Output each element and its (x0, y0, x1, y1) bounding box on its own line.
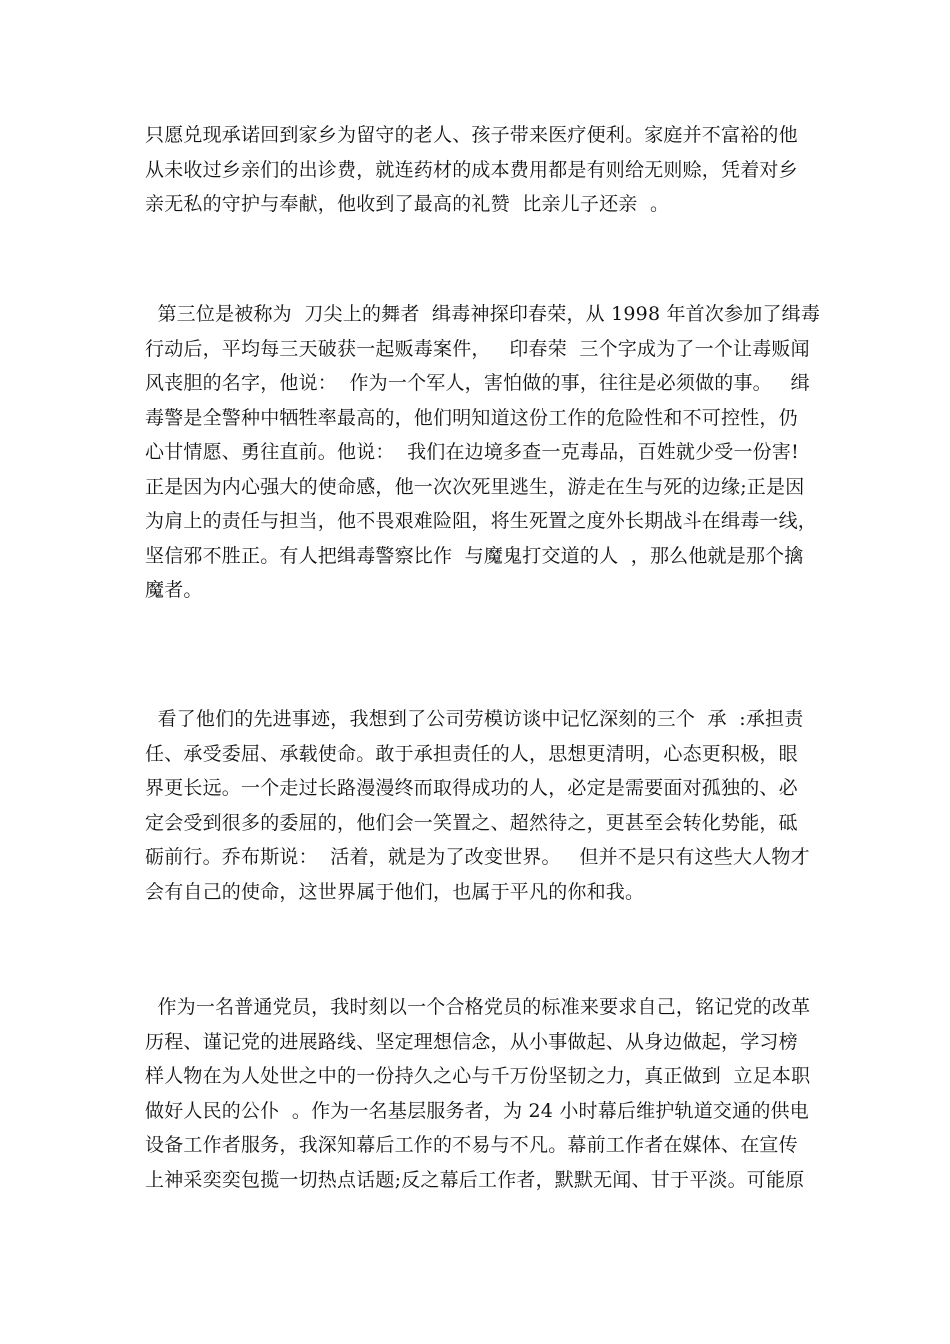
text-line: 风丧胆的名字，他说： 作为一个军人，害怕做的事，往往是必须做的事。 缉 (145, 372, 810, 394)
text-line: 心甘情愿、勇往直前。他说： 我们在边境多查一克毒品，百姓就少受一份害! (145, 441, 799, 463)
paragraph-1 (145, 118, 810, 222)
text-line: 会有自己的使命，这世界属于他们，也属于平凡的你和我。 (145, 880, 645, 903)
paragraph-2 (145, 297, 821, 608)
text-line: 为肩上的责任与担当，他不畏艰难险阻，将生死置之度外长期战斗在缉毒一线， (145, 510, 818, 532)
text-line: 看了他们的先进事迹，我想到了公司劳模访谈中记忆深刻的三个 承 :承担责 (145, 708, 804, 730)
text-line: 设备工作者服务，我深知幕后工作的不易与不凡。幕前工作者在媒体、在宣传 (145, 1134, 798, 1156)
text-line: 样人物在为人处世之中的一份持久之心与千万份坚韧之力，真正做到 立足本职 (145, 1065, 811, 1087)
text-line: 亲无私的守护与奉献，他收到了最高的礼赞 比亲儿子还亲 。 (145, 193, 670, 215)
text-line: 只愿兑现承诺回到家乡为留守的老人、孩子带来医疗便利。家庭并不富裕的他 (145, 124, 798, 146)
text-line: 界更长远。一个走过长路漫漫终而取得成功的人，必定是需要面对孤独的、必 (145, 777, 798, 799)
text-line: 做好人民的公仆 。作为一名基层服务者，为 24 小时幕后维护轨道交通的供电 (145, 1099, 809, 1122)
text-line: 第三位是被称为 刀尖上的舞者 缉毒神探印春荣，从 1998 年首次参加了缉毒 (145, 303, 821, 325)
paragraph-3 (145, 702, 810, 909)
text-line: 历程、谨记党的进展路线、坚定理想信念，从小事做起、从身边做起，学习榜 (145, 1030, 798, 1053)
text-line: 砺前行。乔布斯说： 活着，就是为了改变世界。 但并不是只有这些大人物才 (145, 846, 810, 868)
text-line: 上神采奕奕包揽一切热点话题;反之幕后工作者，默默无闻、甘于平淡。可能原 (145, 1168, 805, 1191)
text-line: 作为一名普通党员，我时刻以一个合格党员的标准来要求自己，铭记党的改革 (145, 996, 811, 1018)
text-line: 行动后，平均每三天破获一起贩毒案件， 印春荣 三个字成为了一个让毒贩闻 (145, 337, 810, 360)
text-line: 毒警是全警种中牺牲率最高的，他们明知道这份工作的危险性和不可控性，仍 (145, 406, 798, 429)
text-line: 任、承受委屈、承载使命。敢于承担责任的人，思想更清明，心态更积极，眼 (145, 742, 798, 765)
paragraph-4 (145, 990, 810, 1197)
text-line: 坚信邪不胜正。有人把缉毒警察比作 与魔鬼打交道的人 ，那么他就是那个擒 (145, 544, 804, 567)
text-line: 从未收过乡亲们的出诊费，就连药材的成本费用都是有则给无则赊，凭着对乡 (145, 158, 798, 181)
text-line: 定会受到很多的委屈的，他们会一笑置之、超然待之，更甚至会转化势能，砥 (145, 811, 798, 834)
text-line: 魔者。 (145, 579, 203, 601)
text-line: 正是因为内心强大的使命感，他一次次死里逃生，游走在生与死的边缘;正是因 (145, 475, 805, 498)
